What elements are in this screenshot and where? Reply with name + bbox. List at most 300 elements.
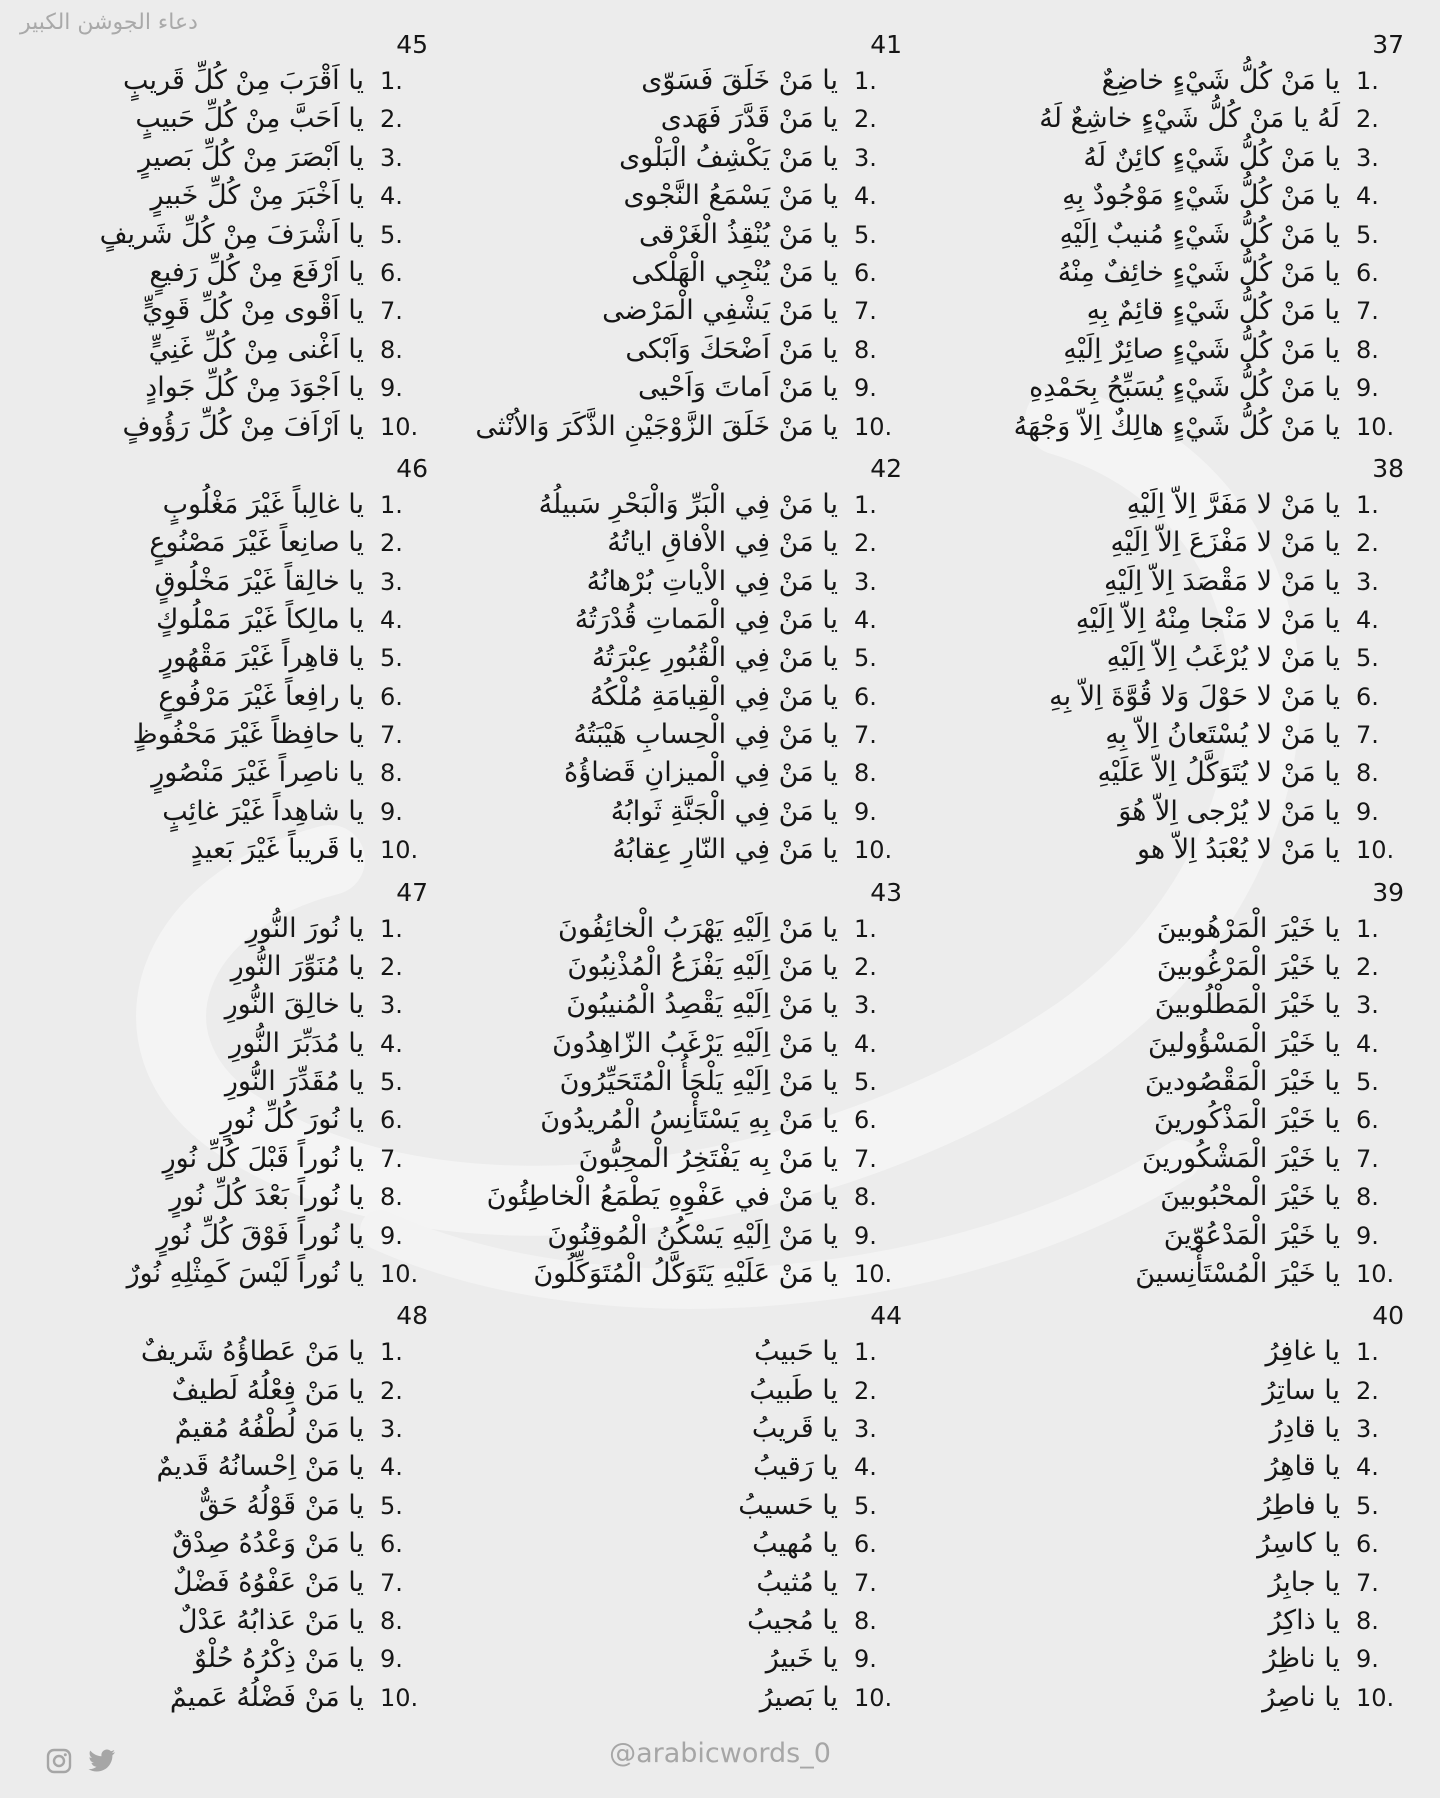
item-number: 3. xyxy=(854,991,877,1020)
item-number: 5. xyxy=(1356,644,1379,673)
item-number: 7. xyxy=(854,1144,877,1173)
item-number: 10. xyxy=(380,412,419,441)
list-item xyxy=(0,1525,430,1563)
item-text: يا مَنْ يَشْفِي الْمَرْضى xyxy=(602,295,838,327)
list-item xyxy=(0,331,430,369)
item-number: 7. xyxy=(380,1568,403,1597)
section-number: 37 xyxy=(1372,30,1404,59)
item-text: يا مَنْ يُنْقِذُ الْغَرْقى xyxy=(638,218,838,250)
item-text: يا مَنْ فِي الْجَنَّةِ ثَوابُهُ xyxy=(610,795,838,827)
list-item xyxy=(434,1140,904,1178)
list-item xyxy=(936,1178,1406,1216)
item-number: 6. xyxy=(1356,258,1379,287)
list-item xyxy=(434,986,904,1024)
item-number: 2. xyxy=(854,1376,877,1405)
item-number: 6. xyxy=(380,1530,403,1559)
item-number: 2. xyxy=(1356,952,1379,981)
item-text: يا مَنْ قَوْلُهُ حَقٌّ xyxy=(198,1489,364,1521)
list-item xyxy=(434,1640,904,1678)
item-text: يا مَنْ فَضْلُهُ عَميمٌ xyxy=(169,1681,364,1713)
item-number: 2. xyxy=(854,952,877,981)
item-text: يا مَنْ عَلَيْهِ يَتَوَكَّلُ الْمُتَوَكِّلُونَ xyxy=(533,1258,838,1290)
item-text: يا ذاكِرُ xyxy=(1268,1604,1340,1636)
item-text: يا كاسِرُ xyxy=(1257,1528,1340,1560)
item-text: يا مَنْ لا يُعْبَدُ اِلاّ هو xyxy=(1136,834,1340,866)
item-number: 10. xyxy=(1356,1683,1395,1712)
item-text: يا مَنْ اِلَيْهِ يَقْصِدُ الْمُنيبُونَ xyxy=(566,989,838,1021)
list-item xyxy=(0,601,430,639)
item-text: يا مَنْ يُنْجِي الْهَلْكى xyxy=(631,256,838,288)
item-text: يا خَيْرَ الْمَقْصُودينَ xyxy=(1144,1066,1340,1098)
dua-section xyxy=(936,876,1406,1300)
dua-section xyxy=(936,452,1406,876)
item-text: يا مَنْ كُلُّ شَيْءٍ صائِرٌ اِلَيْهِ xyxy=(1063,333,1340,365)
item-number: 8. xyxy=(854,335,877,364)
item-text: يا مَنْ كُلُّ شَيْءٍ خاضِعٌ xyxy=(1101,65,1340,96)
item-text: يا حافِظاً غَيْرَ مَحْفُوظٍ xyxy=(132,719,364,751)
item-text: يا مُجيبُ xyxy=(747,1604,838,1636)
list-item xyxy=(0,948,430,986)
item-text: يا بَصيرُ xyxy=(759,1681,838,1713)
item-number: 4. xyxy=(1356,1029,1379,1058)
dua-section xyxy=(936,28,1406,452)
list-item xyxy=(936,1140,1406,1178)
list-item xyxy=(434,486,904,524)
dua-section xyxy=(434,876,904,1300)
item-number: 6. xyxy=(854,682,877,711)
item-text: يا نُوراً قَبْلَ كُلِّ نُورٍ xyxy=(162,1142,364,1174)
item-number: 9. xyxy=(1356,1645,1379,1674)
item-number: 3. xyxy=(1356,1415,1379,1444)
list-item xyxy=(0,139,430,177)
item-number: 10. xyxy=(854,836,893,865)
dua-section xyxy=(434,1299,904,1723)
item-text: يا اَشْرَفَ مِنْ كُلِّ شَريفٍ xyxy=(99,218,364,250)
list-item xyxy=(434,1217,904,1255)
list-item xyxy=(936,254,1406,292)
list-item xyxy=(0,177,430,215)
list-item xyxy=(434,716,904,754)
item-text: يا غافِرُ xyxy=(1265,1336,1340,1368)
list-item xyxy=(434,369,904,407)
item-number: 10. xyxy=(380,836,419,865)
list-item xyxy=(936,639,1406,677)
item-number: 4. xyxy=(380,605,403,634)
item-number: 10. xyxy=(854,412,893,441)
list-item xyxy=(0,1564,430,1602)
item-number: 9. xyxy=(380,797,403,826)
list-item xyxy=(434,1025,904,1063)
item-text: يا مَنْ فِي الاْياتِ بُرْهانُهُ xyxy=(586,565,838,597)
item-number: 7. xyxy=(1356,297,1379,326)
item-text: يا مَنْ كُلُّ شَيْءٍ خائِفٌ مِنْهُ xyxy=(1057,256,1340,288)
item-text: يا مَنْ خَلَقَ الزَّوْجَيْنِ الذَّكَرَ وَالاُنْثى xyxy=(475,410,838,442)
item-text: يا خَيْرَ الْمَرْهُوبينَ xyxy=(1156,912,1340,944)
list-item xyxy=(936,678,1406,716)
item-number: 6. xyxy=(854,1530,877,1559)
item-number: 7. xyxy=(854,297,877,326)
list-item xyxy=(936,1063,1406,1101)
item-text: يا اَحَبَّ مِنْ كُلِّ حَبيبٍ xyxy=(135,103,364,135)
item-text: يا نُورَ النُّورِ xyxy=(245,912,364,944)
section-number: 38 xyxy=(1372,453,1404,483)
dua-section xyxy=(434,28,904,452)
item-number: 5. xyxy=(1356,220,1379,249)
item-text: يا مَنْ لا يُرْجى اِلاّ هُوَ xyxy=(1118,795,1340,827)
list-item xyxy=(434,1255,904,1293)
watermark-title: دعاء الجوشن الكبير xyxy=(20,10,198,35)
item-number: 3. xyxy=(1356,567,1379,596)
item-number: 8. xyxy=(1356,1606,1379,1635)
item-text: يا ناصِرُ xyxy=(1262,1681,1340,1713)
list-item xyxy=(434,678,904,716)
item-text: يا نُورَ كُلِّ نُورٍ xyxy=(220,1104,364,1136)
instagram-icon[interactable] xyxy=(46,1748,72,1774)
item-text: يا مَنْ كُلُّ شَيْءٍ كائِنٌ لَهُ xyxy=(1083,141,1340,173)
list-item xyxy=(936,831,1406,869)
section-number: 40 xyxy=(1372,1301,1404,1331)
item-text: يا فاطِرُ xyxy=(1258,1489,1340,1521)
list-item xyxy=(0,831,430,869)
item-text: يا خَيْرَ الْمَذْكُورينَ xyxy=(1153,1104,1340,1136)
list-item xyxy=(936,524,1406,562)
list-item xyxy=(434,601,904,639)
item-text: يا طَبيبُ xyxy=(749,1374,838,1406)
item-number: 1. xyxy=(380,490,403,519)
list-item xyxy=(936,1255,1406,1293)
item-text: يا خَيْرَ الْمَسْؤُولينَ xyxy=(1148,1027,1340,1059)
item-number: 10. xyxy=(854,1683,893,1712)
dua-section xyxy=(0,28,430,452)
item-text: يا مَنْ يَكْشِفُ الْبَلْوى xyxy=(619,141,838,173)
list-item xyxy=(0,910,430,948)
list-item xyxy=(936,177,1406,215)
list-item xyxy=(0,292,430,330)
item-text: يا غالِباً غَيْرَ مَغْلُوبٍ xyxy=(162,488,364,520)
item-number: 10. xyxy=(1356,836,1395,865)
item-number: 1. xyxy=(1356,914,1379,943)
item-number: 10. xyxy=(380,1260,419,1289)
item-number: 8. xyxy=(380,759,403,788)
item-text: يا حَبيبُ xyxy=(754,1336,838,1368)
item-number: 2. xyxy=(854,105,877,134)
item-number: 6. xyxy=(1356,1106,1379,1135)
item-number: 6. xyxy=(380,682,403,711)
item-number: 7. xyxy=(380,721,403,750)
item-text: يا مَنْ وَعْدُهُ صِدْقٌ xyxy=(171,1528,364,1560)
item-text: يا مَنْ كُلُّ شَيْءٍ مَوْجُودٌ بِهِ xyxy=(1062,180,1340,212)
item-number: 1. xyxy=(380,67,403,95)
list-item xyxy=(0,1602,430,1640)
item-number: 5. xyxy=(854,644,877,673)
list-item xyxy=(0,563,430,601)
list-item xyxy=(936,1410,1406,1448)
list-item xyxy=(0,1255,430,1293)
list-item xyxy=(434,254,904,292)
list-item xyxy=(0,1487,430,1525)
item-number: 3. xyxy=(380,1415,403,1444)
item-text: يا خالِقاً غَيْرَ مَخْلُوقٍ xyxy=(154,565,364,597)
list-item xyxy=(936,1564,1406,1602)
item-text: يا مَنْ لا حَوْلَ وَلا قُوَّةَ اِلاّ بِهِ xyxy=(1049,680,1340,712)
item-text: يا خَيْرَ الْمحْبُوبينَ xyxy=(1160,1181,1340,1213)
item-text: يا اَجْوَدَ مِنْ كُلِّ جَوادٍ xyxy=(145,372,364,404)
list-item xyxy=(936,910,1406,948)
item-number: 10. xyxy=(1356,412,1395,441)
item-text: يا مَنْ لا يُتَوَكَّلُ اِلاّ عَلَيْهِ xyxy=(1097,757,1340,789)
list-item xyxy=(434,1372,904,1410)
item-number: 9. xyxy=(380,374,403,403)
list-item xyxy=(936,408,1406,446)
item-text: يا مَنْ اِلَيْهِ يَسْكُنُ الْمُوقِنُونَ xyxy=(547,1219,838,1251)
item-text: يا مَنْ كُلُّ شَيْءٍ يُسَبِّحُ بِحَمْدِهِ xyxy=(1029,372,1340,404)
item-text: يا ساتِرُ xyxy=(1262,1374,1340,1406)
section-number: 47 xyxy=(396,877,428,907)
item-text: يا اَرْاَفَ مِنْ كُلِّ رَؤُوفٍ xyxy=(122,410,364,442)
list-item xyxy=(936,1025,1406,1063)
item-text: يا رَقيبُ xyxy=(753,1451,838,1483)
column-right xyxy=(936,28,1406,1723)
list-item xyxy=(936,563,1406,601)
author-handle[interactable]: @arabicwords_0 xyxy=(609,1738,831,1769)
item-number: 9. xyxy=(854,1645,877,1674)
item-number: 6. xyxy=(380,1106,403,1135)
list-item xyxy=(936,1487,1406,1525)
item-number: 4. xyxy=(854,182,877,211)
list-item xyxy=(936,948,1406,986)
item-number: 6. xyxy=(1356,1530,1379,1559)
item-text: يا قاهِرُ xyxy=(1265,1451,1340,1483)
list-item xyxy=(936,1333,1406,1371)
list-item xyxy=(936,1372,1406,1410)
list-item xyxy=(434,910,904,948)
list-item xyxy=(434,948,904,986)
list-item xyxy=(0,1372,430,1410)
item-number: 8. xyxy=(1356,759,1379,788)
item-number: 1. xyxy=(854,914,877,943)
item-text: يا خَيْرَ الْمَشْكُورينَ xyxy=(1141,1142,1340,1174)
item-text: يا مَنْ لا مَفَرَّ اِلاّ اِلَيْهِ xyxy=(1126,488,1340,520)
item-number: 2. xyxy=(380,952,403,981)
item-text: يا مَنْ قَدَّرَ فَهَدى xyxy=(660,103,838,135)
item-number: 8. xyxy=(1356,335,1379,364)
item-text: يا مُدَبِّرَ النُّورِ xyxy=(229,1027,364,1059)
list-item xyxy=(434,177,904,215)
item-number: 4. xyxy=(854,605,877,634)
item-text: يا مُثيبُ xyxy=(756,1566,838,1598)
item-text: يا مَنْ فِي الاْفاقِ اياتُهُ xyxy=(607,527,838,559)
list-item xyxy=(434,1525,904,1563)
item-text: يا مَنْ عَفْوُهُ فَضْلٌ xyxy=(172,1566,364,1598)
item-number: 3. xyxy=(1356,991,1379,1020)
item-number: 3. xyxy=(380,991,403,1020)
list-item xyxy=(0,754,430,792)
item-text: يا ناصِراً غَيْرَ مَنْصُورٍ xyxy=(151,757,364,789)
section-number: 41 xyxy=(870,30,902,59)
list-item xyxy=(0,62,430,100)
list-item xyxy=(434,100,904,138)
item-number: 9. xyxy=(854,1221,877,1250)
item-text: يا خَيْرَ الْمُسْتَأْنِسينَ xyxy=(1135,1258,1340,1290)
item-text: يا مَنْ اِحْسانُهُ قَديمٌ xyxy=(156,1451,364,1483)
item-text: يا مَنْ فِي الْقِيامَةِ مُلْكُهُ xyxy=(590,680,838,712)
item-number: 7. xyxy=(1356,721,1379,750)
list-item xyxy=(936,1602,1406,1640)
item-text: يا اَغْنى مِنْ كُلِّ غَنِيٍّ xyxy=(148,333,364,365)
dua-section xyxy=(0,452,430,876)
item-text: يا قادِرُ xyxy=(1269,1413,1340,1445)
item-number: 4. xyxy=(380,1029,403,1058)
list-item xyxy=(434,1101,904,1139)
list-item xyxy=(936,331,1406,369)
item-number: 10. xyxy=(380,1683,419,1712)
item-number: 3. xyxy=(854,567,877,596)
item-number: 8. xyxy=(1356,1183,1379,1212)
item-number: 8. xyxy=(854,1606,877,1635)
item-text: يا مَنْ لا مَقْصَدَ اِلاّ اِلَيْهِ xyxy=(1103,565,1340,597)
section-number: 39 xyxy=(1372,877,1404,907)
list-item xyxy=(0,639,430,677)
list-item xyxy=(0,1063,430,1101)
item-number: 4. xyxy=(854,1453,877,1482)
list-item xyxy=(434,831,904,869)
item-number: 9. xyxy=(854,374,877,403)
item-text: يا قَريبُ xyxy=(751,1413,838,1445)
item-number: 5. xyxy=(380,220,403,249)
list-item xyxy=(0,1025,430,1063)
list-item xyxy=(0,1140,430,1178)
item-text: يا اَبْصَرَ مِنْ كُلِّ بَصيرٍ xyxy=(138,141,364,173)
item-text: يا مُقَدِّرَ النُّورِ xyxy=(224,1066,364,1098)
list-item xyxy=(0,986,430,1024)
item-number: 7. xyxy=(380,1144,403,1173)
list-item xyxy=(0,793,430,831)
item-text: يا مَنْ اِلَيْهِ يَهْرَبُ الْخائِفُونَ xyxy=(557,912,838,944)
item-number: 4. xyxy=(1356,605,1379,634)
list-item xyxy=(434,216,904,254)
list-item xyxy=(434,1410,904,1448)
list-item xyxy=(434,1063,904,1101)
list-item xyxy=(936,1101,1406,1139)
list-item xyxy=(0,716,430,754)
item-text: يا اَرْفَعَ مِنْ كُلِّ رَفيعٍ xyxy=(149,256,364,288)
item-number: 5. xyxy=(854,1491,877,1520)
column-left xyxy=(0,28,430,1723)
list-item xyxy=(0,254,430,292)
item-text: يا مَنْ ذِكْرُهُ حُلْوٌ xyxy=(193,1643,364,1675)
item-number: 4. xyxy=(380,182,403,211)
item-number: 4. xyxy=(380,1453,403,1482)
item-number: 8. xyxy=(854,759,877,788)
twitter-icon[interactable] xyxy=(88,1749,116,1773)
item-text: يا خالِقَ النُّورِ xyxy=(224,989,364,1021)
list-item xyxy=(434,793,904,831)
item-number: 8. xyxy=(380,335,403,364)
section-number: 44 xyxy=(870,1301,902,1331)
item-text: يا مَنْ بِه يَفْتَخِرُ الْمحِبُّونَ xyxy=(578,1142,838,1174)
item-number: 1. xyxy=(1356,1338,1379,1367)
item-number: 5. xyxy=(380,1068,403,1097)
item-number: 2. xyxy=(1356,105,1379,134)
list-item xyxy=(0,1217,430,1255)
item-number: 10. xyxy=(1356,1260,1395,1289)
list-item xyxy=(434,1602,904,1640)
list-item xyxy=(0,100,430,138)
item-text: يا مُهيبُ xyxy=(752,1528,838,1560)
item-number: 1. xyxy=(380,914,403,943)
item-text: يا قَريباً غَيْرَ بَعيدٍ xyxy=(190,834,364,866)
item-text: يا خَيْرَ الْمَطْلُوبينَ xyxy=(1154,989,1340,1021)
item-text: يا مَنْ عَطاؤُهُ شَريفٌ xyxy=(140,1336,364,1368)
item-number: 7. xyxy=(380,297,403,326)
list-item xyxy=(936,1448,1406,1486)
item-number: 9. xyxy=(854,797,877,826)
item-number: 1. xyxy=(380,1338,403,1367)
list-item xyxy=(434,1178,904,1216)
item-text: يا مَنْ فِي الْمَماتِ قُدْرَتُهُ xyxy=(574,603,838,635)
item-text: لَهُ يا مَنْ كُلُّ شَيْءٍ خاشِعٌ لَهُ xyxy=(1039,103,1340,135)
item-number: 2. xyxy=(1356,1376,1379,1405)
list-item xyxy=(936,139,1406,177)
item-text: يا رافِعاً غَيْرَ مَرْفُوعٍ xyxy=(158,680,364,712)
item-number: 9. xyxy=(1356,1221,1379,1250)
dua-grid xyxy=(0,28,1440,1723)
list-item xyxy=(936,369,1406,407)
list-item xyxy=(0,408,430,446)
list-item xyxy=(936,292,1406,330)
item-number: 2. xyxy=(380,529,403,558)
item-number: 3. xyxy=(854,143,877,172)
item-number: 1. xyxy=(1356,490,1379,519)
list-item xyxy=(936,486,1406,524)
list-item xyxy=(0,1333,430,1371)
item-text: يا مَنْ اِلَيْهِ يَفْزَعُ الْمُذْنِبُونَ xyxy=(567,950,838,982)
item-number: 3. xyxy=(854,1415,877,1444)
list-item xyxy=(434,1333,904,1371)
item-number: 6. xyxy=(380,258,403,287)
section-number: 42 xyxy=(870,453,902,483)
item-text: يا مَنْ كُلُّ شَيْءٍ قائِمٌ بِهِ xyxy=(1086,295,1340,327)
list-item xyxy=(434,292,904,330)
column-middle xyxy=(434,28,904,1723)
item-number: 8. xyxy=(380,1606,403,1635)
item-number: 2. xyxy=(380,1376,403,1405)
item-number: 5. xyxy=(854,220,877,249)
item-text: يا شاهِداً غَيْرَ غائِبٍ xyxy=(162,795,364,827)
item-text: يا مَنْ كُلُّ شَيْءٍ هالِكٌ اِلاّ وَجْهَهُ xyxy=(1013,410,1340,442)
list-item xyxy=(936,601,1406,639)
item-text: يا مَنْ فِي الْحِسابِ هَيْبَتُهُ xyxy=(573,719,838,751)
item-number: 2. xyxy=(854,529,877,558)
item-text: يا مَنْ لا يُرْغَبُ اِلاّ اِلَيْهِ xyxy=(1106,642,1340,674)
list-item xyxy=(434,62,904,100)
list-item xyxy=(434,1564,904,1602)
item-number: 7. xyxy=(1356,1144,1379,1173)
dua-section xyxy=(0,1299,430,1723)
item-text: يا مَنْ بِهِ يَسْتَأْنِسُ الْمُريدُونَ xyxy=(540,1104,838,1136)
item-text: يا مَنْ لا مَفْزَعَ اِلاّ اِلَيْهِ xyxy=(1110,527,1340,559)
item-text: يا مَنْ لا مَنْجا مِنْهُ اِلاّ اِلَيْهِ xyxy=(1075,603,1340,635)
item-number: 9. xyxy=(380,1221,403,1250)
item-text: يا مَنْ عَذابُهُ عَدْلٌ xyxy=(177,1604,364,1636)
item-number: 6. xyxy=(854,258,877,287)
list-item xyxy=(936,216,1406,254)
item-number: 9. xyxy=(1356,797,1379,826)
item-text: يا مَنْ فِي النّارِ عِقابُهُ xyxy=(612,834,838,866)
item-text: يا مَنْ اَماتَ وَاَحْيى xyxy=(638,372,838,404)
list-item xyxy=(936,100,1406,138)
item-number: 1. xyxy=(1356,67,1379,95)
